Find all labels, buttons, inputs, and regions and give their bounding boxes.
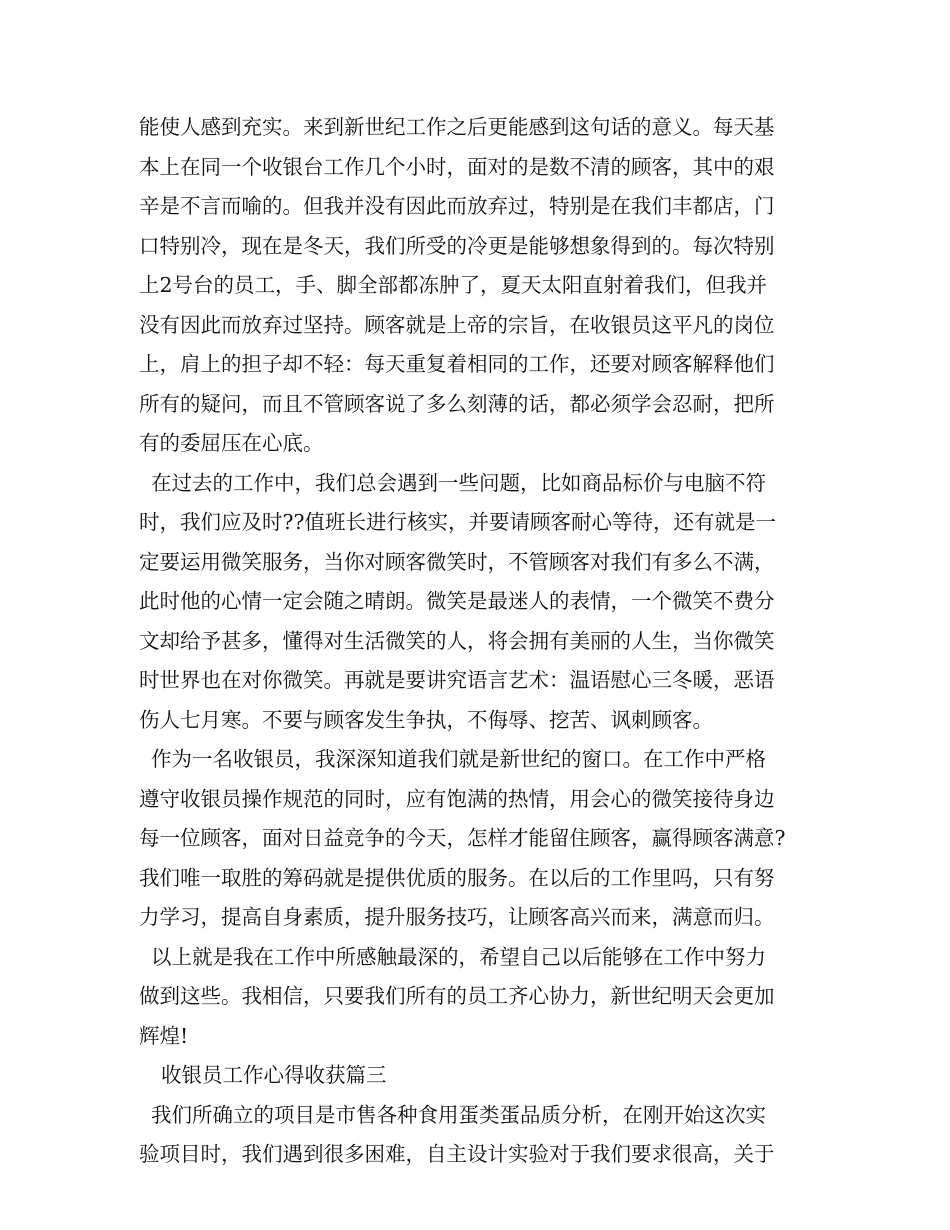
- text-line: 力学习，提高自身素质，提升服务技巧，让顾客高兴而来，满意而归。: [139, 905, 775, 929]
- text-line: 验项目时，我们遇到很多困难，自主设计实验对于我们要求很高，关于: [139, 1142, 775, 1166]
- text-line: 有的委屈压在心底。: [139, 431, 324, 455]
- text-line: 上，肩上的担子却不轻：每天重复着相同的工作，还要对顾客解释他们: [139, 352, 775, 376]
- text-line: 我们所确立的项目是市售各种食用蛋类蛋品质分析，在刚开始这次实: [151, 1102, 766, 1127]
- text-line: 没有因此而放弃过坚持。顾客就是上帝的宗旨，在收银员这平凡的岗位: [139, 312, 775, 337]
- text-line: 每一位顾客，面对日益竞争的今天，怎样才能留住顾客，赢得顾客满意?: [139, 826, 786, 850]
- text-line: 遵守收银员操作规范的同时，应有饱满的热情，用会心的微笑接待身边: [139, 786, 775, 811]
- text-line: 时世界也在对你微笑。再就是要讲究语言艺术：温语慰心三冬暖，恶语: [139, 668, 775, 692]
- text-line: 作为一名收银员，我深深知道我们就是新世纪的窗口。在工作中严格: [151, 747, 766, 771]
- text-line: 文却给予甚多，懂得对生活微笑的人，将会拥有美丽的人生，当你微笑: [139, 628, 775, 653]
- section-heading: 收银员工作心得收获篇三: [161, 1063, 387, 1087]
- text-line: 在过去的工作中，我们总会遇到一些问题，比如商品标价与电脑不符: [151, 470, 766, 495]
- text-line: 做到这些。我相信，只要我们所有的员工齐心协力，新世纪明天会更加: [139, 984, 775, 1008]
- text-line: 时，我们应及时??值班长进行核实，并要请顾客耐心等待，还有就是一: [139, 510, 776, 534]
- text-line: 定要运用微笑服务，当你对顾客微笑时，不管顾客对我们有多么不满，: [139, 549, 775, 574]
- text-line: 辉煌!: [139, 1023, 189, 1048]
- text-line: 本上在同一个收银台工作几个小时，面对的是数不清的顾客，其中的艰: [139, 154, 775, 179]
- text-line: 能使人感到充实。来到新世纪工作之后更能感到这句话的意义。每天基: [139, 115, 775, 139]
- text-line: 所有的疑问，而且不管顾客说了多么刻薄的话，都必须学会忍耐，把所: [139, 391, 775, 416]
- text-line: 口特别冷，现在是冬天，我们所受的冷更是能够想象得到的。每次特别: [139, 233, 775, 258]
- text-line: 此时他的心情一定会随之晴朗。微笑是最迷人的表情，一个微笑不费分: [139, 589, 775, 613]
- text-line: 以上就是我在工作中所感触最深的，希望自己以后能够在工作中努力: [151, 944, 766, 969]
- text-line: 上2号台的员工，手、脚全部都冻肿了，夏天太阳直射着我们，但我并: [139, 273, 768, 297]
- document-body: [139, 108, 829, 1175]
- text-line: 辛是不言而喻的。但我并没有因此而放弃过，特别是在我们丰都店，门: [139, 194, 775, 218]
- text-line: 我们唯一取胜的筹码就是提供优质的服务。在以后的工作里吗，只有努: [139, 865, 775, 890]
- text-line: 伤人七月寒。不要与顾客发生争执，不侮辱、挖苦、讽刺顾客。: [139, 707, 713, 732]
